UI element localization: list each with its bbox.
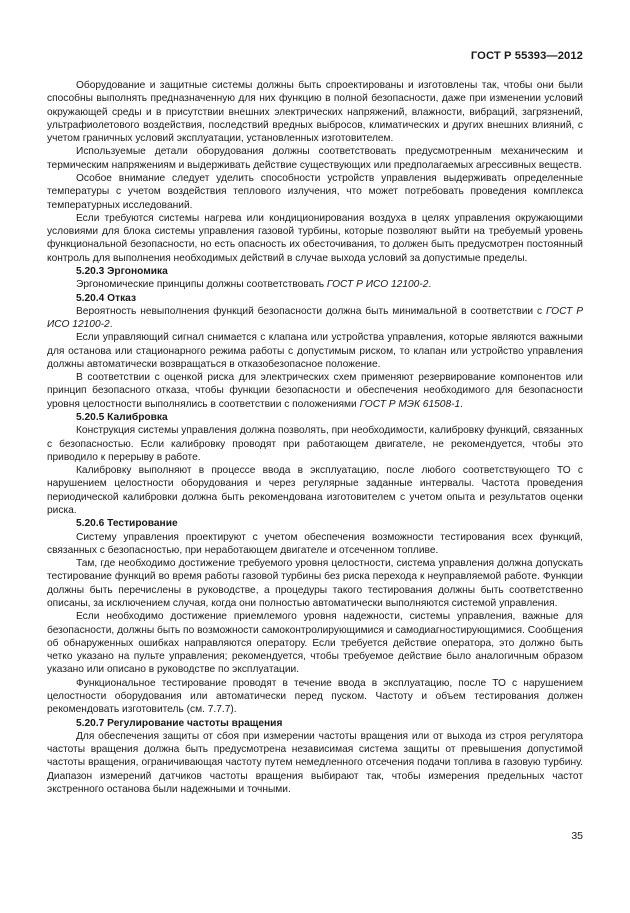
paragraph: Если требуются системы нагрева или кондиционирования воздуха в целях управления окружающими условиями для блока системы управления газовой турбины, которые позволяют выйти на требуемый уровень функциональной безопасности, но есть опасность их обесточивания, то должен быть предусмотрен постоянный контроль для выполнения необходимых действий в случае выхода условий за допустимые пределы. xyxy=(47,212,583,264)
paragraph: Конструкция системы управления должна позволять, при необходимости, калибровку функций, связанных с безопасностью. Если калибровку проводят при работающем двигателе, не рекомендуется, чтобы это приводило к перерыву в работе. xyxy=(47,425,583,463)
text: Вероятность невыполнения функций безопасности должна быть минимальной в соответствии с xyxy=(76,305,546,317)
paragraph: Калибровку выполняют в процессе ввода в эксплуатацию, после любого соответствующего ТО с нарушением целостности оборудования и через регулярные заданные интервалы. Частота проведения периодической калибровки должна быть рекомендована изготовителем с учетом опыта и результатов оценки риска. xyxy=(47,465,583,516)
document-body xyxy=(47,79,583,796)
paragraph: Если необходимо достижение приемлемого уровня надежности, системы управления, важные для безопасности, должны быть по возможности самоконтролирующимися и самодиагностирующимися. Сообщения об обнаруженных ошибках направляются оператору. Если требуется действие оператора, это должно быть четко указано на пульте управления; рекомендуется, чтобы требуемое действие было аналогичным образом указано или описано в руководстве по эксплуатации. xyxy=(47,611,583,676)
paragraph: Для обеспечения защиты от сбоя при измерении частоты вращения или от выхода из строя регулятора частоты вращения должна быть предусмотрена независимая система защиты от превышения допустимой частоты вращения, ограничивающая частоту путем немедленного отсечения подачи топлива в газовую турбину. Диапазон измерений датчиков частоты вращения выбирают так, чтобы измерения предельных частот экстренного останова были надежными и точными. xyxy=(47,730,583,795)
paragraph xyxy=(47,305,583,332)
section-heading: 5.20.7 Регулирование частоты вращения xyxy=(76,717,283,729)
section-heading: 5.20.6 Тестирование xyxy=(76,518,178,530)
section-heading: 5.20.4 Отказ xyxy=(76,292,137,304)
text: В соответствии с оценкой риска для электрических схем применяют резервирование компонентов или принцип безопасного отказа, чтобы функции безопасности и обеспечения необходимого для безопасности уровня целостности выполнялись в соответствии с положениями xyxy=(47,372,583,410)
paragraph: Функциональное тестирование проводят в течение ввода в эксплуатацию, после ТО с нарушением целостности оборудования или автоматически перед пуском. Частоту и объем тестирования должен рекомендовать изготовитель (см. 7.7.7). xyxy=(47,677,583,716)
paragraph xyxy=(47,371,583,411)
section-heading: 5.20.5 Калибровка xyxy=(76,412,168,424)
standard-reference: ГОСТ Р ИСО 12100-2 xyxy=(326,279,429,291)
document-id: ГОСТ Р 55393—2012 xyxy=(470,50,583,62)
paragraph: Если управляющий сигнал снимается с клапана или устройства управления, которые являются важными для останова или стационарного режима работы с допустимым риском, то клапан или устройство управления должны автоматически возвращаться в отказобезопасное положение. xyxy=(47,332,583,370)
text: . xyxy=(460,398,464,410)
standard-reference: ГОСТ Р МЭК 61508-1 xyxy=(359,398,461,410)
text: Эргономические принципы должны соответствовать xyxy=(76,279,327,291)
page-number: 35 xyxy=(571,830,583,842)
paragraph xyxy=(47,278,583,291)
paragraph: Используемые детали оборудования должны соответствовать предусмотренным механическим и термическим напряжениям и выдерживать действие существующих или предполагаемых агрессивных веществ. xyxy=(47,146,583,171)
section-heading: 5.20.3 Эргономика xyxy=(76,265,168,277)
paragraph: Особое внимание следует уделить способности устройств управления выдерживать определенные температуры с учетом воздействия теплового излучения, что может потребовать проведения комплекса температурных исследований. xyxy=(47,172,583,211)
text: . xyxy=(109,319,113,331)
paragraph: Там, где необходимо достижение требуемого уровня целостности, система управления должна допускать тестирование функций во время работы газовой турбины без риска перехода к неуправляемой работе. Функции должны быть перечислены в руководстве, а процедуры такого тестирования должны быть соответственно описаны, за исключением случая, когда они полностью автоматически выполняются системой управления. xyxy=(47,558,583,609)
paragraph: Оборудование и защитные системы должны быть спроектированы и изготовлены так, чтобы они были способны выполнять предназначенную для них функцию в полной безопасности, даже при изменении условий окружающей среды и в присутствии внешних электрических напряжений, влажности, вибраций, загрязнений, ультрафиолетового воздействия, последствий вредных выбросов, климатических и других внешних влияний, с учетом граничных условий эксплуатации, установленных изготовителем. xyxy=(47,80,583,145)
text: . xyxy=(428,279,432,291)
standard-reference: ГОСТ Р ИСО 12100-2 xyxy=(47,305,583,331)
paragraph: Систему управления проектируют с учетом обеспечения возможности тестирования всех функций, связанных с безопасностью, при неработающем двигателе и отсеченном топливе. xyxy=(47,531,583,556)
